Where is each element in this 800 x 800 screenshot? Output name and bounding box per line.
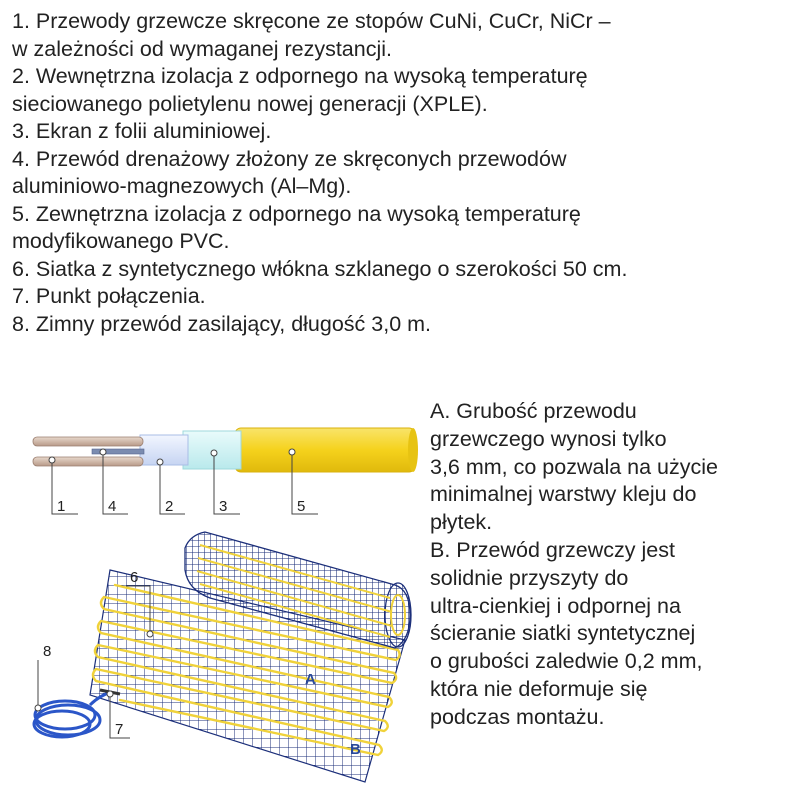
cable-illustration (33, 428, 418, 515)
label-a: A (305, 671, 316, 688)
cable-outer-jacket (235, 428, 415, 472)
callout-1: 1 (57, 498, 66, 515)
list-item-5: 5. Zewnętrzna izolacja z odpornego na wysoką temperaturę modyfikowanego PVC. (12, 201, 581, 253)
cable-inner-insulation (140, 435, 188, 465)
cable-heating-wire-upper (33, 437, 143, 446)
list-item-6: 6. Siatka z syntetycznego włókna szklanego o szerokości 50 cm. (12, 256, 628, 281)
label-b: B (350, 741, 361, 758)
note-a: A. Grubość przewodu grzewczego wynosi tylko 3,6 mm, co pozwala na użycie minimalnej warstwy kleju do płytek. (430, 399, 718, 535)
callout-8: 8 (43, 643, 52, 660)
list-item-3: 3. Ekran z folii aluminiowej. (12, 119, 272, 143)
callout-5: 5 (297, 498, 306, 515)
callout-4: 4 (108, 498, 117, 515)
list-item-2: 2. Wewnętrzna izolacja z odpornego na wysoką temperaturę sieciowanego polietylenu nowej generacji (XPLE). (12, 64, 588, 116)
callout-7: 7 (115, 721, 124, 738)
cable-aluminium-screen (183, 431, 241, 469)
list-item-1: 1. Przewody grzewcze skręcone ze stopów CuNi, CuCr, NiCr – w zależności od wymaganej rezystancji. (12, 9, 611, 61)
list-item-7: 7. Punkt połączenia. (12, 284, 206, 308)
callout-3: 3 (219, 498, 228, 515)
heating-mat-illustration (34, 532, 411, 782)
list-item-8: 8. Zimny przewód zasilający, długość 3,0 m. (12, 311, 432, 336)
callout-2: 2 (165, 498, 174, 515)
note-b: B. Przewód grzewczy jest solidnie przyszyty do ultra-cienkiej i odpornej na ścieranie siatki syntetycznej o grubości zaledwie 0,2 mm, która nie deformuje się podczas montażu. (430, 537, 703, 729)
callout-6: 6 (130, 569, 139, 586)
list-item-4: 4. Przewód drenażowy złożony ze skręconych przewodów aluminiowo-magnezowych (Al–Mg). (12, 146, 567, 198)
